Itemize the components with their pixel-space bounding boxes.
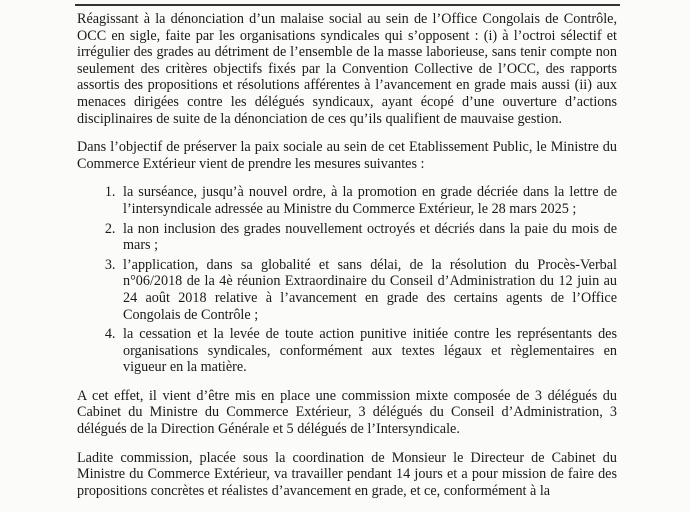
measures-list [77, 184, 617, 376]
paragraph-intro-measures: Dans l’objectif de préserver la paix sociale au sein de cet Etablissement Public, le Ministre du Commerce Extérieur vient de prendre les mesures suivantes : [77, 139, 617, 172]
paragraph-commission: A cet effet, il vient d’être mis en place une commission mixte composée de 3 délégués du Cabinet du Ministre du Commerce Extérieur, 3 délégués du Conseil d’Administration, 3 délégués de la Direction Générale et 5 délégués de l’Intersyndicale. [77, 387, 617, 438]
measure-item: 1. la surséance, jusqu’à nouvel ordre, à la promotion en grade décriée dans la lettre de l’intersyndicale adressée au Ministre du Commerce Extérieur, le 28 mars 2025 ; [119, 184, 617, 217]
document-body [77, 11, 617, 511]
measure-item: 2. la non inclusion des grades nouvellement octroyés et décriés dans la paie du mois de mars ; [119, 221, 617, 254]
top-divider [75, 0, 620, 6]
paragraph-coordination: Ladite commission, placée sous la coordination de Monsieur le Directeur de Cabinet du Ministre du Commerce Extérieur, va travailler pendant 14 jours et a pour mission de faire des propositions concrètes et réalistes d’avancement en grade, et ce, conformément à la [77, 449, 617, 499]
measure-item: 3. l’application, dans sa globalité et sans délai, de la résolution du Procès-Verbal n°06/2018 de la 4è réunion Extraordinaire du Conseil d’Administration du 12 juin au 24 août 2018 relative à l’avancement en grade des certains agents de l’Office Congolais de Contrôle ; [119, 257, 617, 323]
measure-item: 4. la cessation et la levée de toute action punitive initiée contre les représentants des organisations syndicales, conformément aux textes légaux et règlementaires en vigueur en la matière. [119, 326, 617, 376]
paragraph-context: Réagissant à la dénonciation d’un malaise social au sein de l’Office Congolais de Contrôle, OCC en sigle, faite par les organisations syndicales qui s’opposent : (i) à l’octroi sélectif et irrégulier des grades au détriment de l’ensemble de la masse laborieuse, sans tenir compte non seulement des critères objectifs fixés par la Convention Collective de l’OCC, des rapports assortis des propositions et résolutions afférentes à l’avancement en grade mais aussi (ii) aux menaces dirigées contre les délégués syndicaux, ayant écopé d’une ouverture d’actions disciplinaires de suite de la dénonciation de ces qu’ils qualifient de mauvaise gestion. [77, 11, 617, 127]
